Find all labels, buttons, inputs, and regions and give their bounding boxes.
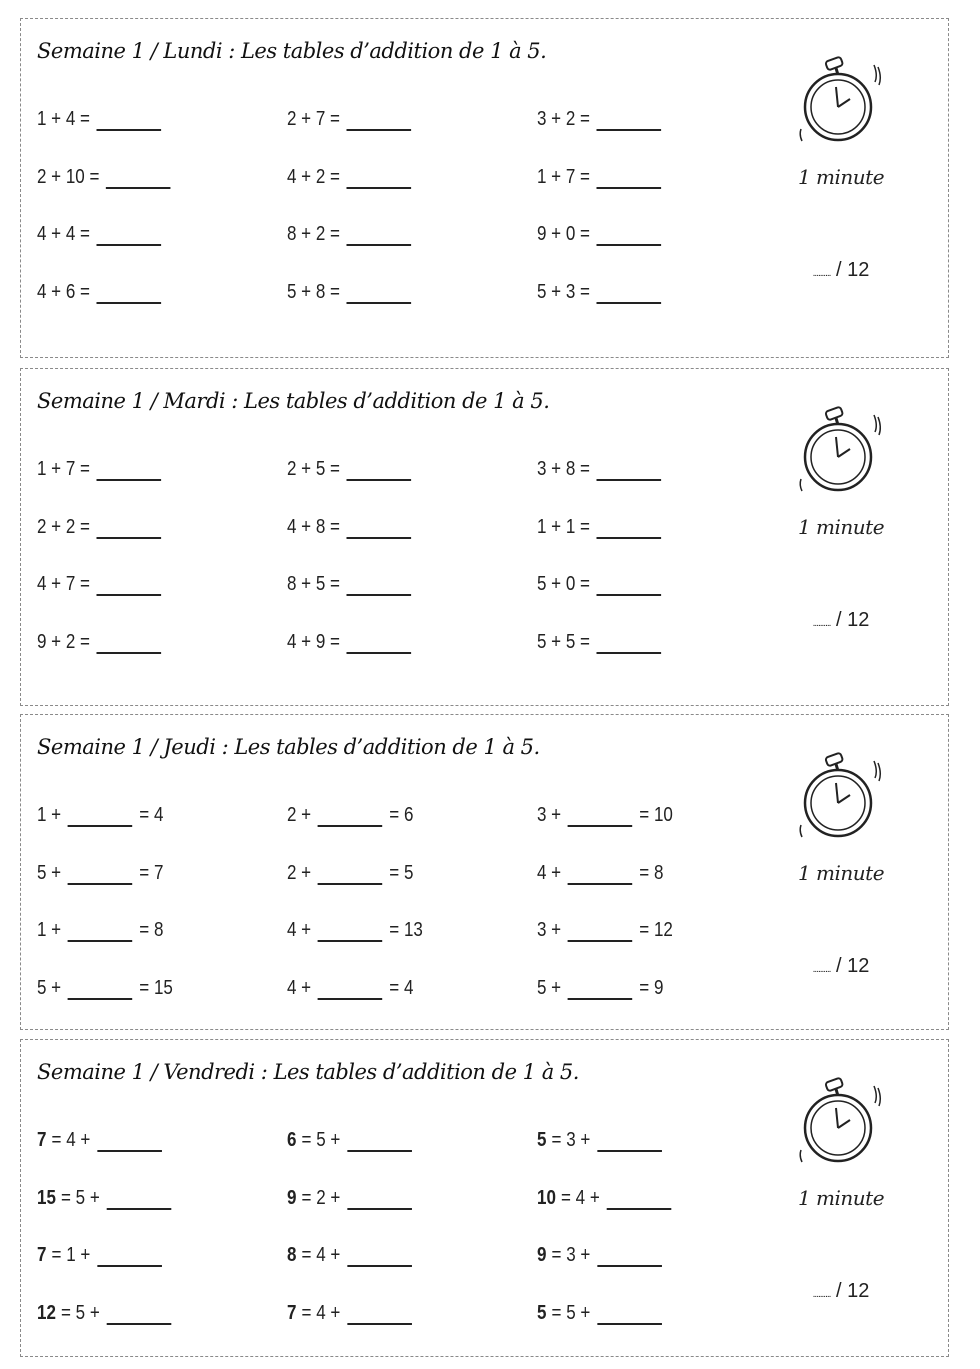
- exercise: [537, 457, 668, 481]
- exercise: [287, 280, 418, 304]
- score-total: / 12: [836, 1280, 870, 1302]
- answer-blank[interactable]: [347, 572, 412, 596]
- expression: 5 + 8 =: [287, 280, 340, 303]
- expression: 2 +: [287, 861, 312, 884]
- answer-blank[interactable]: [68, 861, 133, 885]
- expression-result: = 15: [139, 976, 173, 999]
- expression-result: = 8: [139, 919, 164, 941]
- score-blank[interactable]: ..........: [812, 268, 831, 279]
- exercise-row: [37, 222, 787, 280]
- exercise-row: [37, 1128, 787, 1186]
- stopwatch-icon: [781, 55, 901, 149]
- expression: 9 + 2 =: [37, 630, 90, 653]
- exercise-row: [37, 976, 787, 1034]
- exercise-row: [37, 803, 787, 861]
- exercise: [37, 165, 178, 189]
- exercise: [287, 918, 423, 942]
- expression: 9 + 0 =: [537, 223, 590, 245]
- expression: 5 + 5 =: [537, 630, 590, 653]
- expression: 4 + 8 =: [287, 515, 340, 538]
- answer-blank[interactable]: [347, 630, 412, 654]
- score: [781, 259, 901, 282]
- exercise: [287, 1186, 419, 1210]
- answer-blank[interactable]: [318, 976, 383, 1000]
- exercise-row: [37, 630, 787, 688]
- given-number: 7: [37, 1244, 47, 1266]
- answer-blank[interactable]: [597, 222, 662, 246]
- exercise: [37, 1243, 169, 1267]
- given-number: 8: [287, 1244, 297, 1266]
- answer-blank[interactable]: [607, 1186, 672, 1210]
- section-title: Semaine 1 / Lundi : Les tables d’addition de 1 à 5.: [37, 39, 547, 63]
- exercise-row: [37, 1301, 787, 1359]
- expression: 2 + 10 =: [37, 165, 100, 188]
- score: [781, 609, 901, 632]
- answer-blank[interactable]: [68, 803, 133, 827]
- answer-blank[interactable]: [318, 861, 383, 885]
- expression-result: = 8: [639, 861, 664, 884]
- expression: 4 + 9 =: [287, 630, 340, 653]
- answer-blank[interactable]: [318, 803, 383, 827]
- exercise: [37, 630, 168, 654]
- expression: = 3 +: [551, 1244, 591, 1266]
- exercise: [287, 861, 413, 885]
- expression: 1 + 7 =: [37, 458, 90, 480]
- exercise: [287, 1128, 419, 1152]
- answer-blank[interactable]: [68, 918, 133, 942]
- stopwatch-icon: [781, 1076, 901, 1170]
- exercise: [37, 280, 168, 304]
- exercise: [287, 630, 418, 654]
- exercise-row: [37, 1243, 787, 1301]
- exercise: [287, 572, 418, 596]
- answer-blank[interactable]: [97, 630, 162, 654]
- expression-result: = 12: [639, 919, 673, 941]
- answer-blank[interactable]: [97, 1128, 162, 1152]
- given-number: 7: [287, 1301, 297, 1324]
- exercise: [37, 918, 163, 942]
- expression: 2 + 5 =: [287, 458, 340, 480]
- expression: 4 + 6 =: [37, 280, 90, 303]
- score-total: / 12: [836, 609, 870, 631]
- exercise: [287, 222, 418, 246]
- exercise-row: [37, 107, 787, 165]
- given-number: 9: [287, 1186, 297, 1209]
- answer-blank[interactable]: [97, 1243, 162, 1267]
- given-number: 10: [537, 1186, 556, 1209]
- exercise: [37, 515, 168, 539]
- exercise: [537, 918, 673, 942]
- expression-result: = 9: [639, 976, 664, 999]
- answer-blank[interactable]: [568, 861, 633, 885]
- exercise: [37, 803, 163, 827]
- exercise: [537, 630, 668, 654]
- answer-blank[interactable]: [106, 165, 171, 189]
- answer-blank[interactable]: [97, 515, 162, 539]
- answer-blank[interactable]: [597, 107, 662, 131]
- time-limit: 1 minute: [797, 1186, 885, 1210]
- section-jeudi: [20, 714, 949, 1030]
- answer-blank[interactable]: [347, 1128, 412, 1152]
- expression: 4 + 7 =: [37, 573, 90, 595]
- expression-result: = 7: [139, 861, 164, 884]
- section-title: Semaine 1 / Vendredi : Les tables d’addition de 1 à 5.: [37, 1060, 579, 1084]
- answer-blank[interactable]: [597, 280, 662, 304]
- exercise: [287, 1243, 419, 1267]
- answer-blank[interactable]: [597, 572, 662, 596]
- exercise-row: [37, 165, 787, 223]
- expression: = 4 +: [561, 1186, 600, 1209]
- exercise-grid: [37, 803, 787, 1033]
- answer-blank[interactable]: [107, 1301, 172, 1325]
- exercise-grid: [37, 107, 787, 337]
- score-blank[interactable]: ..........: [812, 618, 831, 629]
- exercise-grid: [37, 1128, 787, 1358]
- answer-blank[interactable]: [318, 918, 383, 942]
- expression: 3 +: [537, 919, 562, 941]
- expression-result: = 6: [389, 804, 414, 826]
- exercise: [37, 1186, 178, 1210]
- expression: 4 +: [287, 976, 312, 999]
- given-number: 7: [37, 1129, 47, 1151]
- time-limit: 1 minute: [797, 861, 885, 885]
- expression: 2 + 7 =: [287, 108, 340, 130]
- answer-blank[interactable]: [347, 107, 412, 131]
- expression-result: = 4: [389, 976, 414, 999]
- expression: 3 + 8 =: [537, 458, 590, 480]
- expression-result: = 5: [389, 861, 414, 884]
- expression: 8 + 5 =: [287, 573, 340, 595]
- answer-blank[interactable]: [347, 165, 412, 189]
- expression: 2 + 2 =: [37, 515, 90, 538]
- expression: 4 +: [537, 861, 562, 884]
- section-vendredi: [20, 1039, 949, 1357]
- given-number: 5: [537, 1129, 547, 1151]
- exercise: [37, 861, 163, 885]
- exercise: [537, 861, 663, 885]
- expression: = 3 +: [551, 1129, 591, 1151]
- exercise: [37, 222, 168, 246]
- answer-blank[interactable]: [68, 976, 133, 1000]
- expression: 4 + 2 =: [287, 165, 340, 188]
- exercise-row: [37, 457, 787, 515]
- expression: 5 + 0 =: [537, 573, 590, 595]
- answer-blank[interactable]: [597, 1243, 662, 1267]
- exercise: [37, 976, 173, 1000]
- exercise: [287, 1301, 419, 1325]
- score-blank[interactable]: ..........: [812, 1289, 831, 1300]
- expression: 8 + 2 =: [287, 223, 340, 245]
- time-limit: 1 minute: [797, 165, 885, 189]
- given-number: 6: [287, 1129, 297, 1151]
- exercise: [287, 165, 418, 189]
- expression: 5 +: [37, 861, 62, 884]
- answer-blank[interactable]: [97, 457, 162, 481]
- exercise: [537, 165, 668, 189]
- given-number: 9: [537, 1244, 547, 1266]
- time-limit: 1 minute: [797, 515, 885, 539]
- answer-blank[interactable]: [597, 457, 662, 481]
- section-lundi: [20, 18, 949, 358]
- section-title: Semaine 1 / Mardi : Les tables d’addition de 1 à 5.: [37, 389, 550, 413]
- expression: 4 +: [287, 919, 312, 941]
- expression: = 4 +: [301, 1301, 341, 1324]
- answer-blank[interactable]: [347, 1243, 412, 1267]
- expression: = 5 +: [61, 1186, 100, 1209]
- answer-blank[interactable]: [347, 280, 412, 304]
- expression: = 5 +: [301, 1129, 341, 1151]
- exercise: [287, 976, 413, 1000]
- answer-blank[interactable]: [347, 1186, 412, 1210]
- exercise: [37, 1128, 169, 1152]
- answer-blank[interactable]: [597, 515, 662, 539]
- exercise-row: [37, 572, 787, 630]
- exercise: [37, 457, 168, 481]
- answer-blank[interactable]: [597, 630, 662, 654]
- expression: 5 +: [37, 976, 62, 999]
- answer-blank[interactable]: [568, 976, 633, 1000]
- expression: = 2 +: [301, 1186, 341, 1209]
- expression: 2 +: [287, 804, 312, 826]
- exercise: [37, 1301, 178, 1325]
- exercise-row: [37, 918, 787, 976]
- expression: = 4 +: [51, 1129, 91, 1151]
- exercise: [287, 107, 418, 131]
- answer-blank[interactable]: [597, 165, 662, 189]
- exercise: [287, 457, 418, 481]
- score: [781, 1280, 901, 1303]
- expression: = 1 +: [51, 1244, 91, 1266]
- answer-blank[interactable]: [347, 515, 412, 539]
- expression-result: = 10: [639, 804, 673, 826]
- answer-blank[interactable]: [568, 803, 633, 827]
- exercise-row: [37, 1186, 787, 1244]
- exercise-row: [37, 861, 787, 919]
- exercise: [537, 803, 673, 827]
- exercise: [37, 107, 168, 131]
- answer-blank[interactable]: [107, 1186, 172, 1210]
- stopwatch-icon: [781, 751, 901, 845]
- expression: 1 +: [37, 919, 62, 941]
- answer-blank[interactable]: [347, 1301, 412, 1325]
- exercise: [537, 976, 663, 1000]
- section-mardi: [20, 368, 949, 706]
- expression: 3 +: [537, 804, 562, 826]
- given-number: 12: [37, 1301, 56, 1324]
- score-total: / 12: [836, 259, 870, 281]
- expression: 3 + 2 =: [537, 108, 590, 130]
- exercise-grid: [37, 457, 787, 687]
- answer-blank[interactable]: [97, 280, 162, 304]
- section-title: Semaine 1 / Jeudi : Les tables d’addition de 1 à 5.: [37, 735, 540, 759]
- given-number: 5: [537, 1301, 547, 1324]
- answer-blank[interactable]: [97, 107, 162, 131]
- score: [781, 955, 901, 978]
- exercise: [537, 1128, 669, 1152]
- exercise: [287, 515, 418, 539]
- expression: 1 + 4 =: [37, 108, 90, 130]
- exercise: [37, 572, 168, 596]
- exercise: [287, 803, 413, 827]
- expression-result: = 13: [389, 919, 423, 941]
- given-number: 15: [37, 1186, 56, 1209]
- score-blank[interactable]: ..........: [812, 964, 831, 975]
- expression: = 5 +: [61, 1301, 100, 1324]
- answer-blank[interactable]: [97, 572, 162, 596]
- answer-blank[interactable]: [97, 222, 162, 246]
- exercise: [537, 1243, 669, 1267]
- exercise-row: [37, 515, 787, 573]
- stopwatch-icon: [781, 405, 901, 499]
- expression: 1 + 7 =: [537, 165, 590, 188]
- answer-blank[interactable]: [597, 1128, 662, 1152]
- exercise-row: [37, 280, 787, 338]
- exercise: [537, 515, 668, 539]
- score-total: / 12: [836, 955, 870, 977]
- expression: = 4 +: [301, 1244, 341, 1266]
- answer-blank[interactable]: [568, 918, 633, 942]
- expression-result: = 4: [139, 804, 164, 826]
- answer-blank[interactable]: [597, 1301, 662, 1325]
- expression: 1 +: [37, 804, 62, 826]
- answer-blank[interactable]: [347, 457, 412, 481]
- exercise: [537, 572, 668, 596]
- exercise: [537, 107, 668, 131]
- expression: 5 +: [537, 976, 562, 999]
- exercise: [537, 280, 668, 304]
- answer-blank[interactable]: [347, 222, 412, 246]
- exercise: [537, 222, 668, 246]
- exercise: [537, 1186, 678, 1210]
- expression: 5 + 3 =: [537, 280, 590, 303]
- expression: 1 + 1 =: [537, 515, 590, 538]
- expression: 4 + 4 =: [37, 223, 90, 245]
- expression: = 5 +: [551, 1301, 591, 1324]
- exercise: [537, 1301, 669, 1325]
